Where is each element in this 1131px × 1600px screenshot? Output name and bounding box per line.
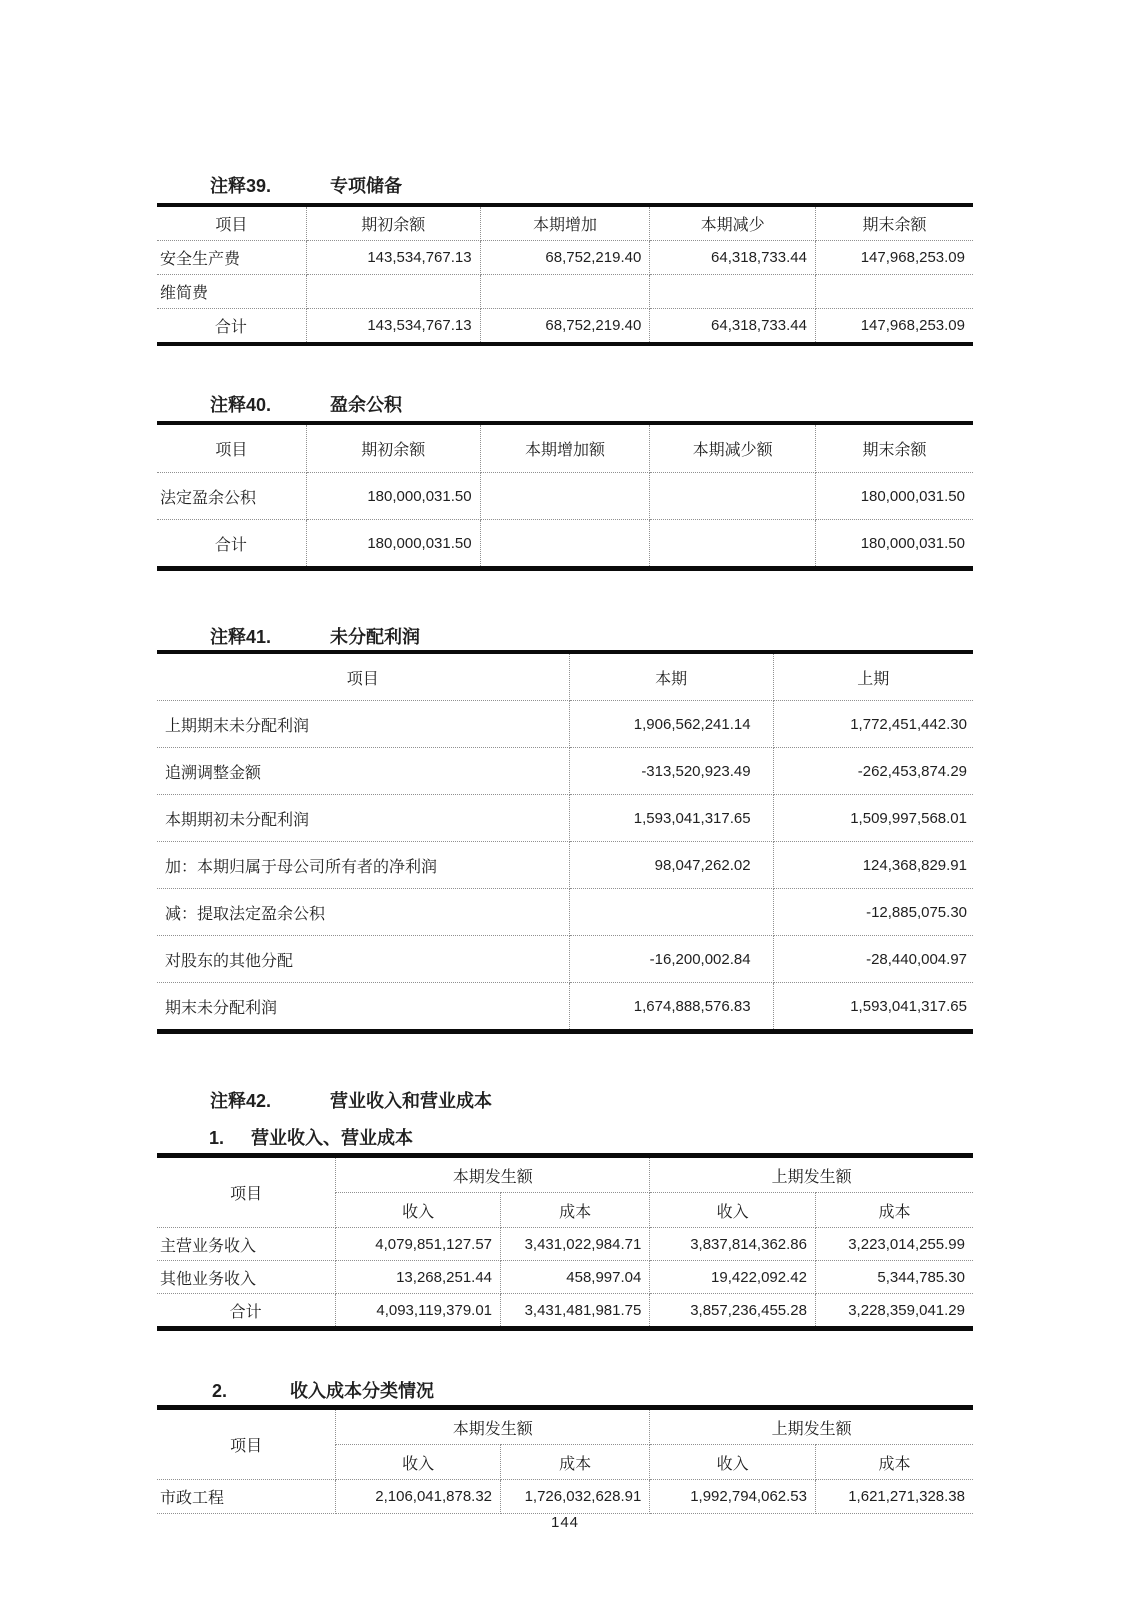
column-header: 成本 (501, 1193, 650, 1228)
amount-cell: 147,968,253.09 (815, 241, 973, 275)
row-label: 加：本期归属于母公司所有者的净利润 (157, 842, 569, 889)
column-header: 期末余额 (815, 205, 973, 241)
group-header: 上期发生额 (650, 1156, 973, 1193)
row-label: 追溯调整金额 (157, 748, 569, 795)
amount-cell: 64,318,733.44 (650, 309, 816, 345)
amount-cell: 143,534,767.13 (306, 309, 480, 345)
amount-cell: 3,431,481,981.75 (501, 1294, 650, 1329)
note40-table (157, 421, 973, 571)
note42-label: 注释42. (210, 1091, 272, 1111)
note41-table (157, 650, 973, 1034)
column-header: 成本 (815, 1445, 973, 1480)
table-row (157, 889, 973, 936)
amount-cell: 2,106,041,878.32 (336, 1480, 501, 1514)
header-row (157, 652, 973, 701)
amount-cell (650, 520, 816, 569)
total-row (157, 520, 973, 569)
amount-cell: 4,093,119,379.01 (336, 1294, 501, 1329)
amount-cell (650, 275, 816, 309)
column-header: 收入 (336, 1193, 501, 1228)
note42-title: 营业收入和营业成本 (330, 1091, 492, 1111)
amount-cell: 180,000,031.50 (306, 473, 480, 520)
table-row (157, 275, 973, 309)
section1-title: 营业收入、营业成本 (251, 1128, 413, 1148)
note42-section2-table (157, 1405, 973, 1514)
page-number: 144 (550, 1514, 580, 1531)
column-header: 项目 (157, 423, 306, 473)
column-header: 本期减少 (650, 205, 816, 241)
note41-heading (157, 627, 973, 647)
table-row (157, 1228, 973, 1261)
section2-label: 2. (212, 1381, 228, 1401)
column-header: 收入 (650, 1193, 816, 1228)
header-row (157, 423, 973, 473)
amount-cell: 68,752,219.40 (480, 309, 650, 345)
amount-cell (815, 275, 973, 309)
column-header: 项目 (157, 652, 569, 701)
row-label: 合计 (157, 1294, 336, 1329)
note42-heading (157, 1091, 973, 1111)
amount-cell: 5,344,785.30 (815, 1261, 973, 1294)
row-label: 上期期末未分配利润 (157, 701, 569, 748)
amount-cell (480, 520, 650, 569)
row-label: 其他业务收入 (157, 1261, 336, 1294)
amount-cell: -28,440,004.97 (773, 936, 973, 983)
column-header: 收入 (650, 1445, 816, 1480)
amount-cell: -12,885,075.30 (773, 889, 973, 936)
note42-section1-heading (157, 1128, 973, 1148)
table-row (157, 1480, 973, 1514)
amount-cell (569, 889, 773, 936)
row-label: 维简费 (157, 275, 306, 309)
note39-label: 注释39. (210, 176, 272, 196)
column-header: 收入 (336, 1445, 501, 1480)
note40-heading (157, 395, 973, 415)
table-row (157, 1261, 973, 1294)
amount-cell: 64,318,733.44 (650, 241, 816, 275)
amount-cell: 1,509,997,568.01 (773, 795, 973, 842)
row-label: 安全生产费 (157, 241, 306, 275)
table-row (157, 473, 973, 520)
amount-cell: 124,368,829.91 (773, 842, 973, 889)
amount-cell: 1,674,888,576.83 (569, 983, 773, 1032)
column-header: 上期 (773, 652, 973, 701)
amount-cell: 3,837,814,362.86 (650, 1228, 816, 1261)
table-row (157, 748, 973, 795)
amount-cell: 19,422,092.42 (650, 1261, 816, 1294)
amount-cell: 4,079,851,127.57 (336, 1228, 501, 1261)
amount-cell: -262,453,874.29 (773, 748, 973, 795)
amount-cell: 180,000,031.50 (306, 520, 480, 569)
table-row (157, 936, 973, 983)
amount-cell: 1,772,451,442.30 (773, 701, 973, 748)
row-label: 对股东的其他分配 (157, 936, 569, 983)
column-header: 期末余额 (815, 423, 973, 473)
column-header: 期初余额 (306, 423, 480, 473)
section2-title: 收入成本分类情况 (290, 1381, 434, 1401)
note40-title: 盈余公积 (330, 395, 402, 415)
amount-cell: 98,047,262.02 (569, 842, 773, 889)
note39-heading (157, 176, 973, 196)
amount-cell (480, 275, 650, 309)
column-header: 成本 (815, 1193, 973, 1228)
group-header-row (157, 1408, 973, 1445)
amount-cell: 458,997.04 (501, 1261, 650, 1294)
amount-cell: 143,534,767.13 (306, 241, 480, 275)
amount-cell: 3,228,359,041.29 (848, 1301, 965, 1319)
section1-label: 1. (209, 1128, 225, 1148)
amount-cell: 3,223,014,255.99 (815, 1228, 973, 1261)
amount-cell: 180,000,031.50 (815, 473, 973, 520)
note39-table (157, 203, 973, 346)
table-row (157, 983, 973, 1032)
amount-cell: 1,593,041,317.65 (569, 795, 773, 842)
table-row (157, 241, 973, 275)
column-header: 本期 (569, 652, 773, 701)
row-label: 期末未分配利润 (157, 983, 569, 1032)
note41-title: 未分配利润 (330, 627, 420, 647)
column-header: 项目 (157, 205, 306, 241)
amount-cell (480, 473, 650, 520)
column-header: 项目 (157, 1156, 336, 1228)
column-header: 本期减少额 (650, 423, 816, 473)
group-header: 上期发生额 (650, 1408, 973, 1445)
note42-section1-table (157, 1153, 973, 1331)
column-header: 本期增加额 (480, 423, 650, 473)
amount-cell: 68,752,219.40 (480, 241, 650, 275)
note40-label: 注释40. (210, 395, 272, 415)
amount-cell: 3,857,236,455.28 (650, 1294, 816, 1329)
amount-cell: 1,992,794,062.53 (650, 1480, 816, 1514)
row-label: 法定盈余公积 (157, 473, 306, 520)
row-label: 主营业务收入 (157, 1228, 336, 1261)
column-header: 期初余额 (306, 205, 480, 241)
total-row (157, 1294, 973, 1329)
group-header: 本期发生额 (336, 1156, 650, 1193)
amount-cell (306, 275, 480, 309)
total-row (157, 309, 973, 345)
amount-cell: -16,200,002.84 (569, 936, 773, 983)
note41-label: 注释41. (210, 627, 272, 647)
table-row (157, 701, 973, 748)
amount-cell: 1,593,041,317.65 (850, 997, 967, 1015)
amount-cell: 13,268,251.44 (336, 1261, 501, 1294)
amount-cell: 1,621,271,328.38 (815, 1480, 973, 1514)
amount-cell: 180,000,031.50 (860, 534, 965, 552)
column-header: 成本 (501, 1445, 650, 1480)
note42-section2-heading (157, 1381, 973, 1401)
amount-cell: -313,520,923.49 (569, 748, 773, 795)
column-header: 项目 (157, 1408, 336, 1480)
table-row (157, 842, 973, 889)
column-header: 本期增加 (480, 205, 650, 241)
amount-cell (650, 473, 816, 520)
row-label: 市政工程 (157, 1480, 336, 1514)
table-row (157, 795, 973, 842)
header-row (157, 205, 973, 241)
amount-cell: 1,726,032,628.91 (501, 1480, 650, 1514)
group-header-row (157, 1156, 973, 1193)
row-label: 减：提取法定盈余公积 (157, 889, 569, 936)
row-label: 合计 (157, 309, 306, 345)
amount-cell: 147,968,253.09 (860, 317, 965, 334)
amount-cell: 3,431,022,984.71 (501, 1228, 650, 1261)
row-label: 合计 (157, 520, 306, 569)
group-header: 本期发生额 (336, 1408, 650, 1445)
row-label: 本期期初未分配利润 (157, 795, 569, 842)
amount-cell: 1,906,562,241.14 (569, 701, 773, 748)
note39-title: 专项储备 (330, 176, 402, 196)
